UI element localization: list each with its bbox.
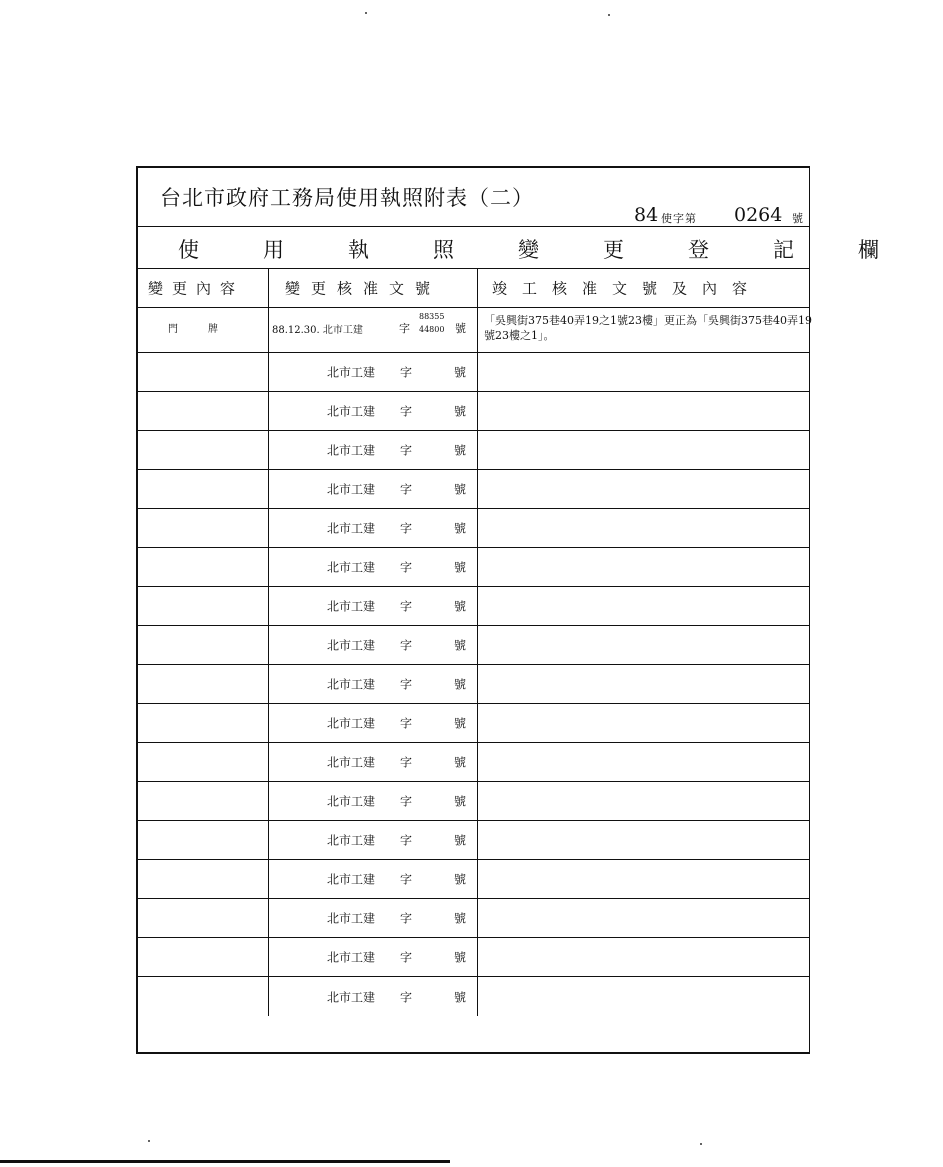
approval-hao: 號 [454, 950, 467, 965]
approval-office: 北市工建 [327, 560, 376, 575]
row-completion-cell [478, 392, 809, 430]
table-row [138, 308, 812, 353]
table-row [138, 821, 809, 860]
row-approval-ref-cell [269, 860, 478, 898]
approval-office: 北市工建 [327, 911, 376, 926]
row-completion-cell [478, 743, 809, 781]
approval-hao: 號 [454, 365, 467, 380]
approval-zi: 字 [400, 365, 413, 380]
table-row [138, 938, 809, 977]
approval-zi: 字 [399, 322, 410, 335]
table-row [138, 743, 809, 782]
approval-zi: 字 [400, 755, 413, 770]
approval-ref-top: 88355 [419, 312, 445, 321]
table-row [138, 626, 809, 665]
approval-zi: 字 [400, 443, 413, 458]
row-completion-cell [478, 353, 809, 391]
row-approval-ref-cell [269, 782, 478, 820]
approval-hao: 號 [454, 638, 467, 653]
row-change-content-cell [138, 899, 269, 937]
header-cell-approval-ref [269, 268, 478, 307]
row-completion-cell [478, 704, 809, 742]
approval-zi: 字 [400, 833, 413, 848]
approval-date-office: 88.12.30. 北市工建 [272, 325, 363, 336]
approval-zi: 字 [400, 794, 413, 809]
permit-number: 0264 [734, 204, 783, 226]
row-change-content-cell [138, 308, 269, 352]
row-approval-ref-cell [269, 743, 478, 781]
approval-zi: 字 [400, 872, 413, 887]
row-approval-ref-cell [269, 548, 478, 586]
approval-hao: 號 [454, 872, 467, 887]
row-completion-cell [478, 548, 809, 586]
row-change-content-cell [138, 548, 269, 586]
approval-hao: 號 [454, 443, 467, 458]
approval-office: 北市工建 [327, 443, 376, 458]
row-approval-ref-cell [269, 665, 478, 703]
row-change-content-cell [138, 938, 269, 976]
row-completion-cell [478, 308, 812, 352]
row-completion-cell [478, 509, 809, 547]
scan-speck [148, 1140, 150, 1142]
approval-office: 北市工建 [327, 638, 376, 653]
header-change-content: 變更內容 [148, 279, 245, 297]
approval-zi: 字 [400, 677, 413, 692]
row-completion-cell [478, 782, 809, 820]
approval-zi: 字 [400, 950, 413, 965]
approval-office: 北市工建 [327, 482, 376, 497]
scan-speck [365, 12, 367, 14]
table-row [138, 353, 809, 392]
approval-office: 北市工建 [327, 755, 376, 770]
approval-zi: 字 [400, 404, 413, 419]
table-row [138, 899, 809, 938]
row-approval-ref-cell [269, 821, 478, 859]
row-approval-ref-cell [269, 470, 478, 508]
table-row [138, 977, 809, 1016]
row-approval-ref-cell [269, 626, 478, 664]
permit-type-label: 使字第 [661, 212, 697, 225]
approval-hao: 號 [454, 404, 467, 419]
approval-hao: 號 [454, 794, 467, 809]
row-completion-cell [478, 860, 809, 898]
table-row [138, 470, 809, 509]
row-change-content-cell [138, 665, 269, 703]
approval-hao: 號 [454, 716, 467, 731]
row-completion-cell [478, 665, 809, 703]
table-row [138, 782, 809, 821]
row-change-content-cell [138, 392, 269, 430]
row-change-content-cell [138, 509, 269, 547]
row-approval-ref-cell [269, 899, 478, 937]
row-approval-ref-cell [269, 509, 478, 547]
change-table [138, 268, 812, 1052]
row-change-content-cell [138, 431, 269, 469]
approval-office: 北市工建 [327, 716, 376, 731]
row-change-content-cell [138, 587, 269, 625]
table-row [138, 704, 809, 743]
row-approval-ref-cell [269, 392, 478, 430]
approval-zi: 字 [400, 482, 413, 497]
row-change-content-cell [138, 821, 269, 859]
approval-hao: 號 [454, 599, 467, 614]
row-approval-ref-cell [269, 938, 478, 976]
approval-office: 北市工建 [327, 599, 376, 614]
table-row [138, 860, 809, 899]
approval-zi: 字 [400, 560, 413, 575]
row-completion-cell [478, 899, 809, 937]
row-completion-cell [478, 626, 809, 664]
approval-hao: 號 [454, 755, 467, 770]
table-row [138, 431, 809, 470]
band-title: 使用執照變更登記欄 [178, 238, 943, 262]
row-change-content-cell [138, 860, 269, 898]
row-change-content-cell [138, 743, 269, 781]
permit-year: 84 [634, 204, 659, 226]
table-row [138, 392, 809, 431]
table-row [138, 509, 809, 548]
approval-zi: 字 [400, 990, 413, 1004]
approval-hao: 號 [455, 322, 466, 335]
approval-zi: 字 [400, 599, 413, 614]
approval-hao: 號 [454, 911, 467, 926]
approval-office: 北市工建 [327, 365, 376, 380]
change-content-value: 門牌 [168, 324, 248, 335]
permit-attachment-form [136, 166, 943, 1054]
row-change-content-cell [138, 782, 269, 820]
approval-zi: 字 [400, 716, 413, 731]
approval-zi: 字 [400, 521, 413, 536]
approval-hao: 號 [454, 677, 467, 692]
approval-office: 北市工建 [327, 872, 376, 887]
approval-zi: 字 [400, 638, 413, 653]
scan-speck [608, 14, 610, 16]
title-row [138, 168, 809, 227]
row-change-content-cell [138, 704, 269, 742]
table-row [138, 587, 809, 626]
approval-office: 北市工建 [327, 404, 376, 419]
header-cell-completion [478, 268, 809, 307]
header-approval-ref: 變更核准文號 [285, 279, 442, 297]
approval-office: 北市工建 [327, 521, 376, 536]
permit-number-suffix: 號 [792, 212, 803, 225]
approval-office: 北市工建 [327, 833, 376, 848]
row-completion-cell [478, 938, 809, 976]
row-change-content-cell [138, 626, 269, 664]
row-approval-ref-cell [269, 308, 478, 352]
approval-hao: 號 [454, 521, 467, 536]
approval-zi: 字 [400, 911, 413, 926]
scan-edge-line [0, 1160, 450, 1163]
scan-speck [700, 1143, 702, 1145]
row-completion-cell [478, 587, 809, 625]
row-approval-ref-cell [269, 587, 478, 625]
approval-hao: 號 [454, 482, 467, 497]
row-approval-ref-cell [269, 353, 478, 391]
row-completion-cell [478, 431, 809, 469]
row-completion-cell [478, 470, 809, 508]
header-completion-content: 竣工核准文號及內容 [492, 279, 763, 297]
change-registration-band [138, 226, 943, 269]
approval-hao: 號 [454, 833, 467, 848]
approval-hao: 號 [454, 560, 467, 575]
row-approval-ref-cell [269, 977, 478, 1016]
row-completion-cell [478, 821, 809, 859]
approval-hao: 號 [454, 990, 467, 1004]
table-row [138, 548, 809, 587]
approval-office: 北市工建 [327, 794, 376, 809]
approval-office: 北市工建 [327, 677, 376, 692]
approval-office: 北市工建 [327, 990, 376, 1004]
table-header-row [138, 268, 809, 308]
row-approval-ref-cell [269, 704, 478, 742]
row-completion-cell [478, 977, 809, 1016]
row-change-content-cell [138, 977, 269, 1016]
row-change-content-cell [138, 353, 269, 391]
approval-office: 北市工建 [327, 950, 376, 965]
header-cell-change-content [138, 268, 269, 307]
row-change-content-cell [138, 470, 269, 508]
completion-content-text: 「吳興街375巷40弄19之1號23樓」更正為「吳興街375巷40弄19號23樓之1」。 [484, 314, 812, 342]
row-approval-ref-cell [269, 431, 478, 469]
form-title: 台北市政府工務局使用執照附表（二） [160, 186, 534, 210]
table-row [138, 665, 809, 704]
approval-ref-bottom: 44800 [419, 325, 445, 334]
